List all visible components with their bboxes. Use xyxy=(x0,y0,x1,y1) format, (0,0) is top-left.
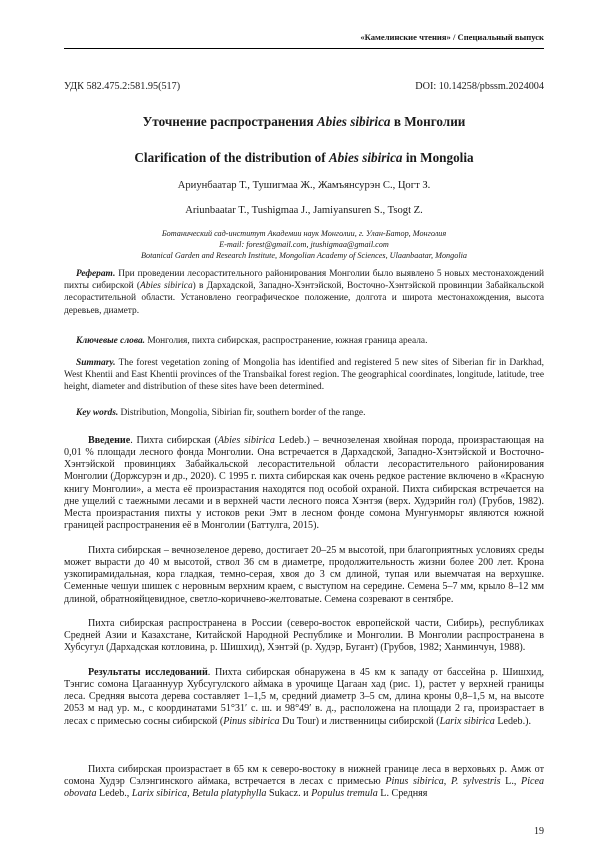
intro-text-2: Ledeb.) – вечнозеленая хвойная порода, произрастающая на 0,01 % площади лесного фонда Монголии. Она встречается в Дархадской, Западно-Хэнтэйской и Восточно-Хэнтэйской провинциях Забайкальской лесорастительной области лесорастительного районирования Монголии (Доржсурэн и др., 2020). С 1995 г. пихта сибирская как очень редкое растение включено в «Красную книгу Монголии», а места её произрастания находятся под особой охраной. Пихта сибирская встречается на дне ущелий с таежными лесами и в верхней части лесного пояса Хэнтэя (верх. Худэрийн гол) (Грубов, 1982). Места произрастания пихты у истоков реки Эмт в лесном фонде сомона Мунгунморьт являются южной границей распространения её в Монголии (Баттулга, 2015). xyxy=(64,435,544,531)
section-results xyxy=(64,667,544,728)
page-number: 19 xyxy=(534,826,544,837)
p5-species-5: Betula platyphylla xyxy=(192,788,266,799)
keywords-en-label: Key words. xyxy=(76,408,118,418)
p5-text-3: L., xyxy=(501,776,521,787)
section-introduction xyxy=(64,435,544,532)
affiliation-ru: Ботанический сад-институт Академии наук Монголии, г. Улан-Батор, Монголия xyxy=(64,228,544,239)
authors-ru: Ариунбаатар Т., Тушигмаа Ж., Жамъянсурэн С., Цогт З. xyxy=(64,180,544,191)
keywords-ru xyxy=(64,335,544,347)
p5-text-7: L. Средняя xyxy=(378,788,428,799)
p5-species-4: Larix sibirica xyxy=(132,788,187,799)
title-ru-species: Abies sibirica xyxy=(317,114,391,129)
keywords-ru-text: Монголия, пихта сибирская, распространение, южная граница ареала. xyxy=(145,336,427,346)
keywords-en-text: Distribution, Mongolia, Sibirian fir, southern border of the range. xyxy=(118,408,365,418)
results-heading: Результаты исследований xyxy=(88,667,208,678)
affiliation-email[interactable]: E-mail: forest@gmail.com, jtushigmaa@gmail.com xyxy=(64,239,544,250)
results-species-2: Larix sibirica xyxy=(440,716,495,727)
udk-code: УДК 582.475.2:581.95(517) xyxy=(64,81,180,92)
journal-page xyxy=(0,0,600,849)
authors-en: Ariunbaatar T., Tushigmaa J., Jamiyansuren S., Tsogt Z. xyxy=(64,205,544,216)
results-text-3: Ledeb.). xyxy=(495,716,531,727)
keywords-ru-label: Ключевые слова. xyxy=(76,336,145,346)
p5-text-2: , xyxy=(444,776,451,787)
abstract-en-label: Summary. xyxy=(76,358,116,368)
p5-species-6: Populus tremula xyxy=(311,788,378,799)
p5-species-1: Pinus sibirica xyxy=(385,776,443,787)
p5-species-3: Picea obovata xyxy=(64,776,544,799)
abstract-en xyxy=(64,357,544,394)
paragraph-second-site xyxy=(64,764,544,800)
title-ru-prefix: Уточнение распространения xyxy=(143,114,317,129)
title-en-species: Abies sibirica xyxy=(329,150,403,165)
abstract-ru-species: Abies sibirica xyxy=(140,281,193,291)
results-species-1: Pinus sibirica xyxy=(223,716,279,727)
intro-heading: Введение xyxy=(88,435,130,446)
title-en-suffix: in Mongolia xyxy=(403,150,474,165)
abstract-ru-label: Реферат. xyxy=(76,269,115,279)
article-title-ru xyxy=(64,114,544,130)
abstract-ru xyxy=(64,268,544,317)
paragraph-description: Пихта сибирская – вечнозеленое дерево, достигает 20–25 м высотой, при благоприятных условиях среды может вырасти до 40 м высотой, ствол 36 см в диаметре, продолжительность жизни более 200 лет. Крона узкопирамидальная, кора гладкая, темно-серая, хвоя до 3 см длиной, тупая или выемчатая на верхушке. Семенные чешуи шишек с неровным верхним краем, с выступом на середине. Семена 5–7 мм, крыло 8–12 мм длиной, обратнояйцевидное, светло-коричнево-желтоватые. Семена созревают в сентябре. xyxy=(64,545,544,606)
intro-species: Abies sibirica xyxy=(218,435,275,446)
p5-species-2: P. sylvestris xyxy=(451,776,501,787)
results-text-2: Du Tour) и лиственницы сибирской ( xyxy=(280,716,440,727)
paragraph-range: Пихта сибирская распространена в России (северо-восток европейской части, Сибирь), республиках Средней Азии и Казахстане, Китайской Народной Республике и Монголии. В Монголии распространена в Хубсугул (Дархадская котловина, р. Шишхид), Хэнтэй (р. Худэр, Бугант) (Грубов, 1982; Ханминчун, 1988). xyxy=(64,618,544,654)
abstract-ru-text-2: ) в Дархадской, Западно-Хэнтэйской, Восточно-Хэнтэйской провинции Забайкальской лесорастительной области. Установлено географическое положение, долгота и широта местонахождения, высота деревьев, диаметр. xyxy=(64,281,544,315)
p5-text-5: , xyxy=(187,788,192,799)
affiliation-en: Botanical Garden and Research Institute, Mongolian Academy of Sciences, Ulaanbaatar, Mongolia xyxy=(64,250,544,261)
section-range xyxy=(64,618,544,654)
section-second-site xyxy=(64,764,544,800)
abstract-ru-text-1: При проведении лесорастительного районирования Монголии было выявлено 5 новых местонахождений пихты сибирской ( xyxy=(64,269,544,291)
header-rule xyxy=(64,48,544,49)
paragraph-introduction xyxy=(64,435,544,532)
results-text-1: . Пихта сибирская обнаружена в 45 км к западу от бассейна р. Шишхид, Тэнгис сомона Цагааннуур Хубсугулского аймака в урочище Цагаан хад (рис. 1), растет у верхней границы леса. Средняя высота дерева составляет 1–1,5 м, средний диаметр 3–5 см, длина кроны 0,8–1,5 м, на высоте 2053 м над ур. м., с координатами 51°31′ с. ш. и 98°49′ в. д., расположена на площади 2 га, произрастает в лесах с примесью сосны сибирской ( xyxy=(64,667,544,727)
title-en-prefix: Clarification of the distribution of xyxy=(134,150,329,165)
section-description xyxy=(64,545,544,606)
title-ru-suffix: в Монголии xyxy=(391,114,466,129)
p5-text-4: Ledeb., xyxy=(97,788,132,799)
paragraph-results xyxy=(64,667,544,728)
keywords-en xyxy=(64,407,544,419)
abstract-en-text: The forest vegetation zoning of Mongolia has identified and registered 5 new sites of Siberian fir in Darkhad, West Khentii and East Khentii provinces of the Transbaikal forest region. The geographical coordinates, longitude, latitude, tree height, diameter and distribution of these sites have been determined. xyxy=(64,358,544,392)
doi-link[interactable]: DOI: 10.14258/pbssm.2024004 xyxy=(415,81,544,92)
intro-text-1: . Пихта сибирская ( xyxy=(130,435,218,446)
p5-text-1: Пихта сибирская произрастает в 65 км к северо-востоку в нижней границе леса в верховьях р. Амж от сомона Худэр Сэлэнгинского аймака, встречается в лесах с примесью xyxy=(64,764,544,787)
article-title-en xyxy=(64,150,544,166)
running-head: «Камелинские чтения» / Специальный выпуск xyxy=(64,32,544,42)
p5-text-6: Sukacz. и xyxy=(266,788,311,799)
